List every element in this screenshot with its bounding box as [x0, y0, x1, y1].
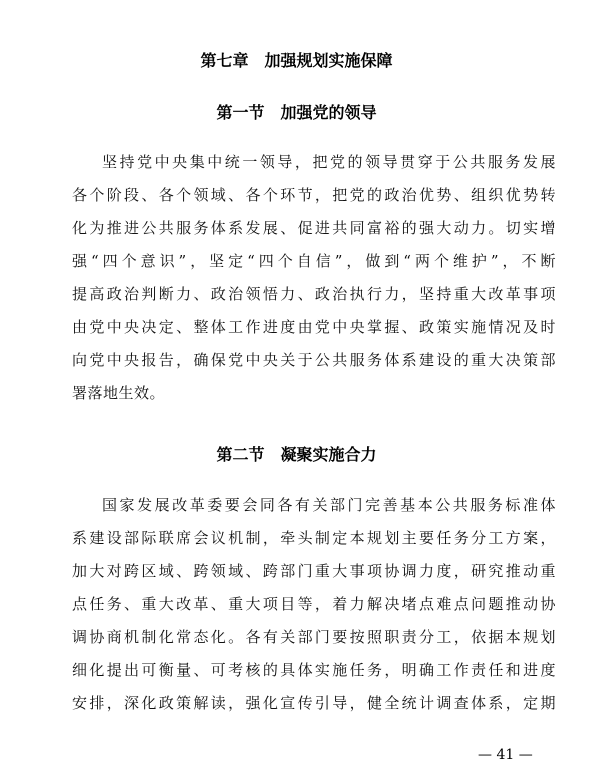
paragraph-line: 国家发展改革委要会同各有关部门完善基本公共服务标准体 — [102, 496, 556, 514]
paragraph-line: 提高政治判断力、政治领悟力、政治执行力，坚持重大改革事项 — [72, 285, 556, 303]
paragraph-line: 安排，深化政策解读，强化宣传引导，健全统计调查体系，定期 — [72, 694, 556, 712]
paragraph-line: 系建设部际联席会议机制，牵头制定本规划主要任务分工方案， — [72, 529, 556, 547]
paragraph-line: 细化提出可衡量、可考核的具体实施任务，明确工作责任和进度 — [72, 661, 556, 679]
paragraph-line: 坚持党中央集中统一领导，把党的领导贯穿于公共服务发展 — [102, 153, 556, 171]
paragraph-line: 向党中央报告，确保党中央关于公共服务体系建设的重大决策部 — [72, 351, 556, 369]
paragraph-line: 强“四个意识”，坚定“四个自信”，做到“两个维护”，不断 — [72, 252, 556, 270]
paragraph-line: 由党中央决定、整体工作进度由党中央掌握、政策实施情况及时 — [72, 318, 556, 336]
chapter-title: 第七章 加强规划实施保障 — [200, 51, 393, 70]
paragraph-line: 化为推进公共服务体系发展、促进共同富裕的强大动力。切实增 — [72, 219, 556, 237]
paragraph-line: 点任务、重大改革、重大项目等，着力解决堵点难点问题推动协 — [72, 595, 556, 613]
section-title: 第二节 凝聚实施合力 — [216, 445, 377, 464]
paragraph-line: 署落地生效。 — [72, 384, 166, 402]
section-title: 第一节 加强党的领导 — [216, 103, 377, 122]
paragraph-line: 各个阶段、各个领域、各个环节，把党的政治优势、组织优势转 — [72, 186, 556, 204]
page-number: — 41 — — [478, 747, 533, 763]
paragraph-line: 加大对跨区域、跨领域、跨部门重大事项协调力度，研究推动重 — [72, 562, 556, 580]
paragraph-line: 调协商机制化常态化。各有关部门要按照职责分工，依据本规划 — [72, 628, 556, 646]
